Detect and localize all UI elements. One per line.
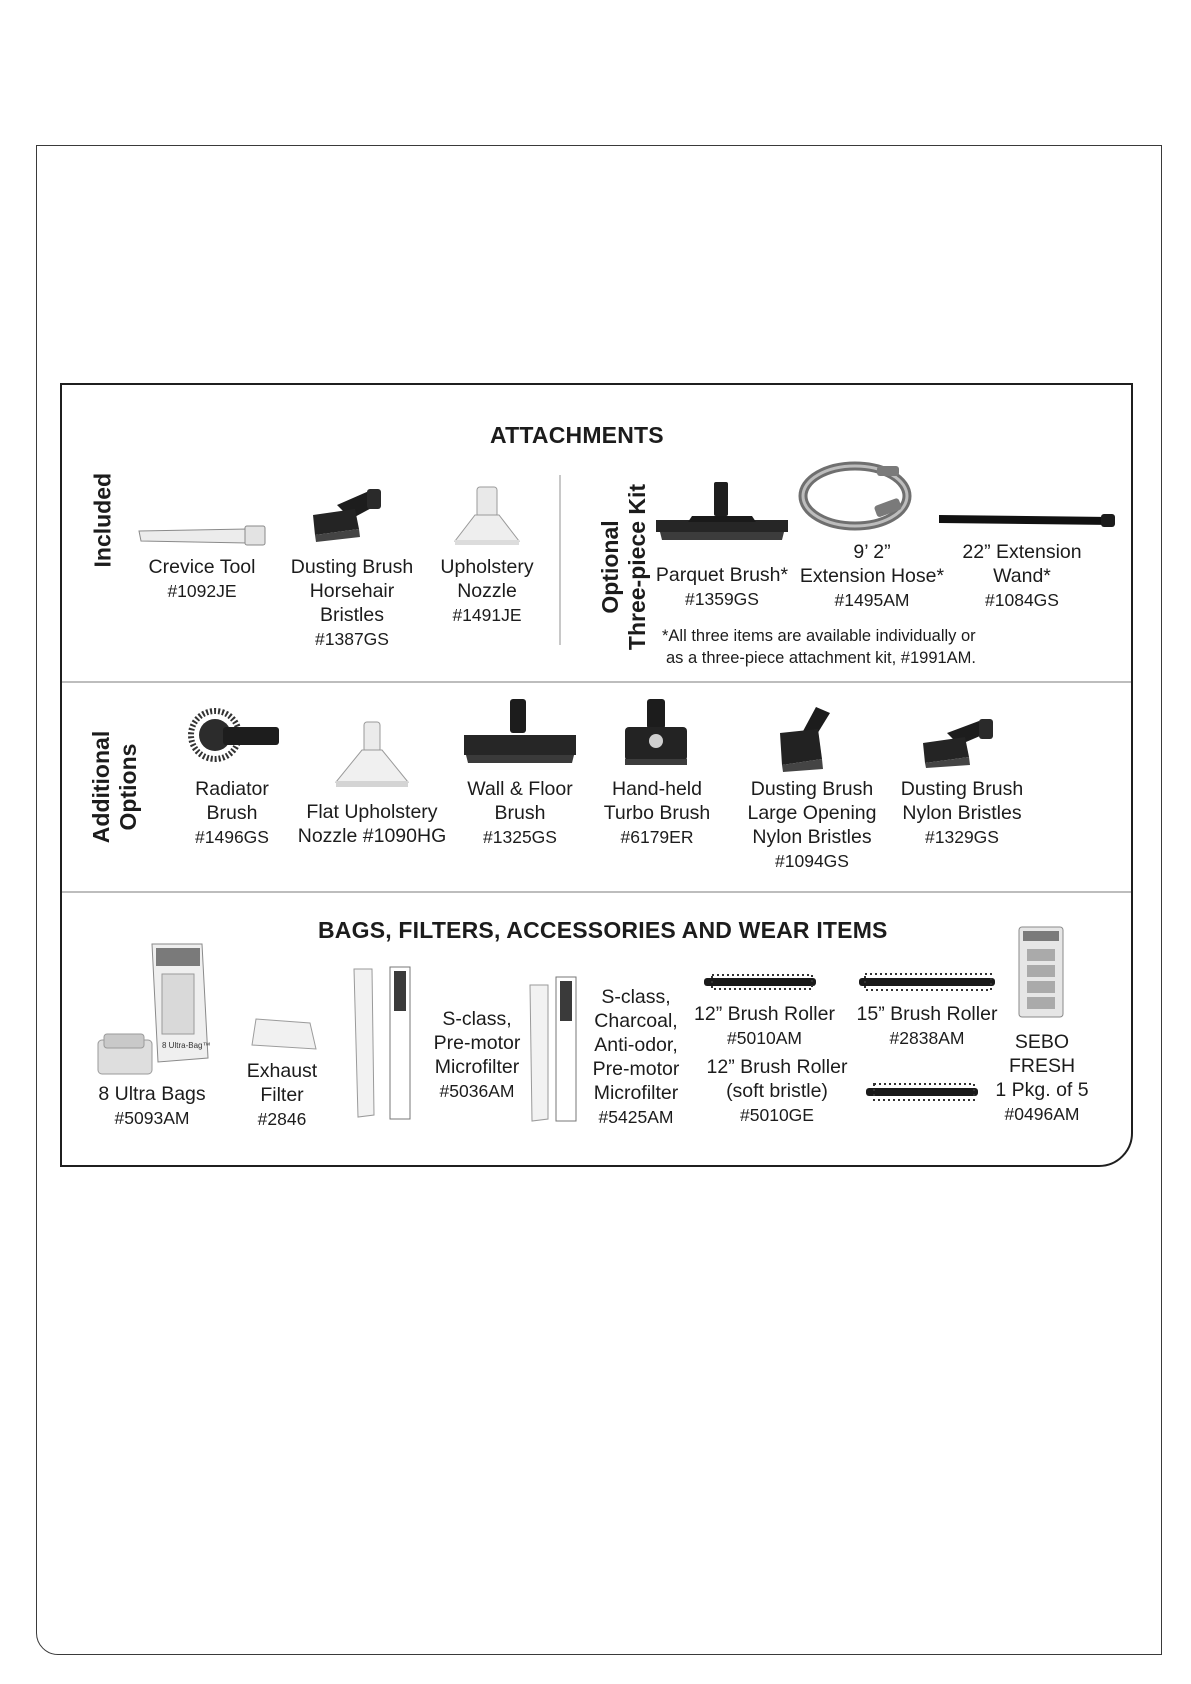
ultra-bags [92,1082,212,1130]
ultra-bags-box-text: 8 Ultra-Bag™ [162,1041,211,1050]
item-code: #5425AM [598,1107,674,1127]
additional-label-line2: Options [115,743,141,831]
optional-label [597,477,651,657]
charcoal-microfilter [584,985,688,1129]
dusting-brush-icon [307,485,387,543]
item-name-line2: Nylon Bristles [902,802,1022,824]
item-code: #1496GS [195,827,269,847]
item-name: 12” Brush Roller [694,1003,835,1025]
parquet-brush-icon [652,480,792,546]
item-code: #1094GS [775,851,849,871]
item-code: #0496AM [1004,1104,1080,1124]
item-name-line2: Charcoal, [594,1010,678,1032]
optional-label-line2: Three-piece Kit [624,483,650,651]
item-code: #1387GS [315,629,389,649]
item-name: SEBO [1014,1031,1070,1053]
brush-roller-15-icon [857,970,997,994]
item-code: #1092JE [167,581,237,601]
item-name-line2: Turbo Brush [603,802,711,824]
upholstery-nozzle [427,555,547,627]
item-code: #1329GS [925,827,999,847]
item-code: #1491JE [452,605,522,625]
section-divider [62,681,1131,683]
item-name: 15” Brush Roller [856,1003,998,1025]
item-name: Radiator [195,778,269,800]
item-name-line2: Filter [260,1084,304,1106]
brush-roller-12-icon [702,971,818,993]
extension-hose-icon [797,460,917,530]
flat-upholstery-nozzle-icon [332,720,412,792]
attachments-title: ATTACHMENTS [490,422,664,448]
large-dusting-brush [742,777,882,873]
item-code: #5093AM [114,1108,190,1128]
item-name-line2: Extension Hose* [799,565,945,587]
extension-wand-icon [937,511,1117,529]
item-code: #5010AM [727,1028,802,1048]
item-name-line2: Pre-motor [433,1032,521,1054]
upholstery-nozzle-icon [447,485,527,547]
attachments-divider [559,475,561,645]
charcoal-microfilter-icon [526,975,588,1125]
item-name-line3: 1 Pkg. of 5 [995,1079,1089,1101]
item-name-line2: Large Opening [747,802,877,824]
item-name-line2: Horsehair [309,580,395,602]
item-name: Exhaust [246,1060,318,1082]
item-code: #2838AM [889,1028,965,1048]
item-code: #1359GS [685,589,759,609]
exhaust-filter [232,1059,332,1131]
brush-roller-12 [692,1002,837,1050]
included-label: Included [89,472,116,568]
extension-wand [947,540,1097,612]
premotor-microfilter-icon [350,965,420,1125]
item-name: Wall & Floor [467,778,573,800]
wall-floor-brush [460,777,580,849]
soft-brush-roller-icon [864,1080,980,1104]
nylon-dusting-brush [892,777,1032,849]
optional-label-line1: Optional [597,520,623,614]
item-name: Dusting Brush [900,778,1024,800]
kit-note-line1: *All three items are available individually or [662,627,976,645]
item-name: S-class, [442,1008,512,1030]
radiator-brush-icon [187,705,283,769]
soft-brush-roller [702,1055,852,1127]
item-name: Crevice Tool [148,556,256,578]
item-name: Dusting Brush [750,778,874,800]
bags-title: BAGS, FILTERS, ACCESSORIES AND WEAR ITEMS [318,917,888,943]
kit-note-line2: as a three-piece attachment kit, #1991AM. [666,649,977,667]
exhaust-filter-icon [250,1015,322,1055]
brush-roller-15 [852,1002,1002,1050]
item-name-line2: Nozzle #1090HG [297,825,447,847]
ultra-bags-icon [94,940,214,1080]
item-code: #5036AM [439,1081,515,1101]
item-name: 22” Extension [962,541,1082,563]
item-code: #6179ER [620,827,694,847]
turbo-brush-icon [619,697,693,769]
item-name-line2: FRESH [1008,1055,1076,1077]
item-name-line5: Microfilter [593,1082,679,1104]
additional-label-line1: Additional [88,730,114,844]
item-code: #2846 [257,1109,307,1129]
item-name-line2: (soft bristle) [726,1080,828,1102]
item-name-line2: Brush [494,802,546,824]
extension-hose [792,540,952,612]
item-name-line3: Anti-odor, [594,1034,678,1056]
sebo-fresh-icon [1017,925,1067,1021]
item-code: #5010GE [740,1105,814,1125]
item-name: Flat Upholstery [306,801,438,823]
item-name-line2: Wand* [993,565,1051,587]
item-name: 8 Ultra Bags [98,1083,206,1105]
item-name-line3: Bristles [320,604,384,626]
premotor-microfilter [422,1007,532,1103]
item-code: #1084GS [985,590,1059,610]
large-dusting-brush-icon [772,703,848,773]
dusting-brush-horsehair [277,555,427,651]
item-name-line3: Nylon Bristles [752,826,872,848]
turbo-brush [602,777,712,849]
sebo-fresh [987,1030,1097,1126]
item-name-line4: Pre-motor [592,1058,680,1080]
item-name: 9’ 2” [853,541,891,563]
item-name-line2: Nozzle [457,580,517,602]
nylon-dusting-brush-icon [917,715,997,769]
item-name: Upholstery [440,556,534,578]
kit-note [662,625,976,669]
crevice-tool [137,555,267,603]
item-name-line2: Brush [206,802,258,824]
wall-floor-brush-icon [460,697,580,767]
item-code: #1325GS [483,827,557,847]
crevice-tool-icon [137,523,267,547]
item-name: Parquet Brush* [655,564,789,586]
radiator-brush [187,777,277,849]
item-name: S-class, [601,986,671,1008]
item-name: Hand-held [612,778,702,800]
additional-options-label [88,712,142,862]
item-name-line3: Microfilter [434,1056,520,1078]
section-divider [62,891,1131,893]
item-name: Dusting Brush [290,556,414,578]
accessories-panel [60,383,1133,1167]
flat-upholstery-nozzle [292,800,452,848]
item-name: 12” Brush Roller [706,1056,848,1078]
parquet-brush [647,563,797,611]
item-code: #1495AM [834,590,910,610]
